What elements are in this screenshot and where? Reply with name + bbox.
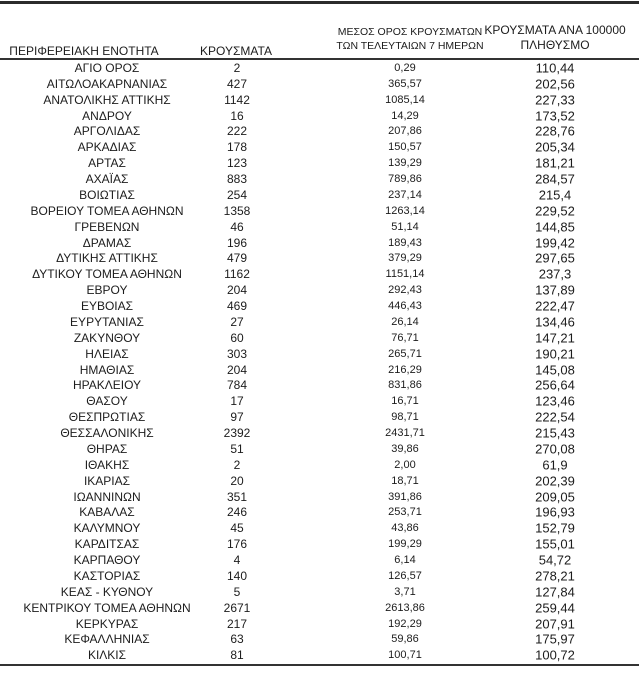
table-row [0, 378, 639, 394]
cell-cases: 140 [226, 568, 248, 583]
table-row [0, 251, 639, 267]
cell-per100k: 147,21 [535, 330, 575, 346]
cell-avg7: 100,71 [388, 649, 422, 662]
cell-per100k: 222,54 [535, 409, 575, 425]
cell-per100k: 209,05 [535, 489, 575, 505]
cell-avg7: 2613,86 [385, 601, 425, 614]
cell-avg7: 16,71 [391, 395, 419, 408]
cell-cases: 17 [230, 394, 244, 409]
cell-per100k: 173,52 [535, 108, 575, 124]
cell-per100k: 144,85 [535, 219, 575, 235]
cell-per100k: 227,33 [535, 92, 575, 108]
cell-per100k: 259,44 [535, 600, 575, 616]
table-row [0, 489, 639, 505]
cell-region: ΑΧΑΪΑΣ [85, 172, 129, 187]
cell-per100k: 297,65 [535, 250, 575, 266]
cell-cases: 254 [226, 187, 248, 202]
cell-cases: 176 [226, 537, 248, 552]
cell-avg7: 0,29 [394, 61, 416, 74]
cell-avg7: 189,43 [388, 236, 422, 249]
table-row [0, 536, 639, 552]
cell-per100k: 215,4 [538, 187, 572, 203]
cell-per100k: 278,21 [535, 568, 575, 584]
column-header-avg7-line1: ΜΕΣΟΣ ΟΡΟΣ ΚΡΟΥΣΜΑΤΩΝ [337, 26, 483, 38]
table-row [0, 139, 639, 155]
table-row [0, 409, 639, 425]
cell-region: ΗΛΕΙΑΣ [85, 346, 129, 361]
cell-avg7: 3,71 [394, 585, 416, 598]
cell-avg7: 789,86 [388, 173, 422, 186]
cell-region: ΚΕΡΚΥΡΑΣ [75, 616, 139, 631]
cell-region: ΑΡΤΑΣ [88, 156, 126, 171]
cell-cases: 246 [226, 505, 248, 520]
cell-per100k: 205,34 [535, 139, 575, 155]
cell-cases: 97 [230, 410, 244, 425]
cell-avg7: 216,29 [388, 363, 422, 376]
cell-cases: 204 [226, 283, 248, 298]
cell-cases: 351 [226, 489, 248, 504]
cell-per100k: 155,01 [535, 536, 575, 552]
table-row [0, 92, 639, 108]
cell-per100k: 54,72 [538, 552, 572, 568]
column-header-per100k [484, 23, 625, 53]
cell-avg7: 150,57 [388, 141, 422, 154]
cell-avg7: 237,14 [388, 188, 422, 201]
cell-cases: 45 [230, 521, 244, 536]
table-row [0, 632, 639, 648]
cell-avg7: 192,29 [388, 617, 422, 630]
cell-avg7: 391,86 [388, 490, 422, 503]
cell-avg7: 1151,14 [385, 268, 425, 281]
table-row [0, 425, 639, 441]
cell-per100k: 237,3 [538, 266, 572, 282]
cell-avg7: 1085,14 [385, 93, 425, 106]
table-row [0, 282, 639, 298]
cell-region: ΘΕΣΠΡΩΤΙΑΣ [68, 410, 146, 425]
column-header-region: ΠΕΡΙΦΕΡΕΙΑΚΗ ΕΝΟΤΗΤΑ [9, 44, 159, 58]
cell-region: ΚΕΑΣ - ΚΥΘΝΟΥ [60, 584, 154, 599]
cell-per100k: 196,93 [535, 504, 575, 520]
cell-region: ΕΒΡΟΥ [86, 283, 128, 298]
cell-cases: 1358 [223, 203, 251, 218]
cell-per100k: 123,46 [535, 393, 575, 409]
cell-cases: 2671 [223, 600, 251, 615]
cell-per100k: 61,9 [542, 457, 568, 473]
table-row [0, 441, 639, 457]
cell-per100k: 190,21 [535, 346, 575, 362]
cell-cases: 303 [226, 346, 248, 361]
cell-region: ΖΑΚΥΝΘΟΥ [73, 330, 141, 345]
cell-region: ΘΕΣΣΑΛΟΝΙΚΗΣ [60, 426, 154, 441]
cell-avg7: 43,86 [391, 522, 419, 535]
cell-region: ΔΥΤΙΚΗΣ ΑΤΤΙΚΗΣ [56, 251, 158, 266]
cell-avg7: 1263,14 [385, 204, 425, 217]
table-row [0, 314, 639, 330]
cell-avg7: 98,71 [391, 411, 419, 424]
table-row [0, 171, 639, 187]
cell-per100k: 270,08 [535, 441, 575, 457]
cell-avg7: 6,14 [394, 554, 416, 567]
cell-cases: 46 [230, 219, 244, 234]
cell-per100k: 284,57 [535, 171, 575, 187]
table-row [0, 76, 639, 92]
cell-region: ΑΝΔΡΟΥ [82, 108, 132, 123]
cell-avg7: 139,29 [388, 157, 422, 170]
cell-cases: 469 [226, 299, 248, 314]
table-row [0, 187, 639, 203]
cell-region: ΚΑΒΑΛΑΣ [79, 505, 135, 520]
cell-avg7: 199,29 [388, 538, 422, 551]
cell-cases: 222 [226, 124, 248, 139]
cell-avg7: 379,29 [388, 252, 422, 265]
table-row [0, 647, 639, 663]
cell-avg7: 207,86 [388, 125, 422, 138]
cell-region: ΚΑΣΤΟΡΙΑΣ [73, 568, 141, 583]
table-row [0, 346, 639, 362]
cell-cases: 63 [230, 632, 244, 647]
table-row [0, 266, 639, 282]
cell-cases: 427 [226, 76, 248, 91]
table-row [0, 457, 639, 473]
cell-cases: 2 [233, 457, 241, 472]
cell-per100k: 110,44 [535, 60, 575, 76]
top-border-rule [0, 1, 639, 4]
cell-cases: 2 [233, 60, 241, 75]
cell-cases: 51 [230, 441, 244, 456]
column-header-avg7 [336, 26, 483, 53]
bottom-border-rule [0, 664, 639, 666]
cell-avg7: 253,71 [388, 506, 422, 519]
cell-avg7: 265,71 [388, 347, 422, 360]
table-body [0, 60, 639, 663]
cell-cases: 196 [226, 235, 248, 250]
cell-avg7: 39,86 [391, 442, 419, 455]
cell-per100k: 152,79 [535, 520, 575, 536]
cell-cases: 204 [226, 362, 248, 377]
table-row [0, 552, 639, 568]
cell-region: ΘΗΡΑΣ [86, 441, 128, 456]
cell-cases: 81 [230, 648, 244, 663]
cell-cases: 20 [230, 473, 244, 488]
table-row [0, 568, 639, 584]
cell-region: ΑΓΙΟ ΟΡΟΣ [74, 60, 140, 75]
cell-region: ΚΑΡΠΑΘΟΥ [73, 553, 141, 568]
cell-region: ΕΥΡΥΤΑΝΙΑΣ [70, 314, 144, 329]
cell-cases: 4 [233, 553, 241, 568]
cell-region: ΚΑΡΔΙΤΣΑΣ [74, 537, 140, 552]
cell-avg7: 446,43 [388, 300, 422, 313]
table-row [0, 298, 639, 314]
cell-region: ΚΕΝΤΡΙΚΟΥ ΤΟΜΕΑ ΑΘΗΝΩΝ [23, 600, 191, 615]
table-row [0, 219, 639, 235]
cell-avg7: 2431,71 [385, 427, 425, 440]
cell-cases: 27 [230, 314, 244, 329]
column-header-cases: ΚΡΟΥΣΜΑΤΑ [200, 44, 272, 58]
cell-per100k: 127,84 [535, 584, 575, 600]
table-row [0, 155, 639, 171]
cell-per100k: 175,97 [535, 631, 575, 647]
cell-region: ΑΡΚΑΔΙΑΣ [77, 140, 137, 155]
cell-region: ΚΑΛΥΜΝΟΥ [73, 521, 141, 536]
table-row [0, 362, 639, 378]
table-row [0, 60, 639, 76]
cell-per100k: 202,56 [535, 76, 575, 92]
table-row [0, 505, 639, 521]
cell-cases: 1142 [224, 92, 250, 107]
cell-cases: 123 [226, 156, 248, 171]
cell-per100k: 222,47 [535, 298, 575, 314]
cell-avg7: 292,43 [388, 284, 422, 297]
table-row [0, 520, 639, 536]
cell-cases: 784 [226, 378, 248, 393]
cell-region: ΒΟΙΩΤΙΑΣ [79, 187, 135, 202]
cell-region: ΙΚΑΡΙΑΣ [83, 473, 131, 488]
table-row [0, 108, 639, 124]
table-row [0, 600, 639, 616]
cell-per100k: 229,52 [535, 203, 575, 219]
cell-region: ΙΩΑΝΝΙΝΩΝ [73, 489, 141, 504]
cell-cases: 883 [226, 172, 248, 187]
cell-region: ΚΙΛΚΙΣ [87, 648, 127, 663]
cell-per100k: 181,21 [535, 155, 575, 171]
table-row [0, 124, 639, 140]
cell-avg7: 831,86 [388, 379, 422, 392]
table-row [0, 235, 639, 251]
cell-avg7: 59,86 [391, 633, 419, 646]
column-header-per100k-line1: ΚΡΟΥΣΜΑΤΑ ΑΝΑ 100000 [484, 23, 626, 37]
cell-cases: 2392 [223, 426, 251, 441]
cell-avg7: 51,14 [391, 220, 419, 233]
cell-region: ΔΥΤΙΚΟΥ ΤΟΜΕΑ ΑΘΗΝΩΝ [32, 267, 182, 282]
cell-region: ΓΡΕΒΕΝΩΝ [74, 219, 140, 234]
cell-per100k: 199,42 [535, 235, 575, 251]
cell-cases: 1162 [224, 267, 250, 282]
cell-cases: 60 [230, 330, 244, 345]
cell-avg7: 26,14 [391, 315, 419, 328]
cell-per100k: 134,46 [535, 314, 575, 330]
cell-region: ΑΡΓΟΛΙΔΑΣ [73, 124, 141, 139]
cell-region: ΗΜΑΘΙΑΣ [79, 362, 135, 377]
column-header-avg7-line2: ΤΩΝ ΤΕΛΕΥΤΑΙΩΝ 7 ΗΜΕΡΩΝ [336, 39, 484, 52]
table-row [0, 616, 639, 632]
table-row [0, 330, 639, 346]
cell-cases: 5 [233, 584, 241, 599]
table-row [0, 393, 639, 409]
cell-cases: 217 [226, 616, 248, 631]
cell-region: ΔΡΑΜΑΣ [82, 235, 132, 250]
cell-region: ΑΙΤΩΛΟΑΚΑΡΝΑΝΙΑΣ [46, 76, 168, 91]
cell-per100k: 228,76 [535, 123, 575, 139]
cell-region: ΕΥΒΟΙΑΣ [80, 299, 134, 314]
table-row [0, 203, 639, 219]
cell-avg7: 126,57 [388, 569, 422, 582]
cell-region: ΑΝΑΤΟΛΙΚΗΣ ΑΤΤΙΚΗΣ [43, 92, 171, 107]
cell-region: ΘΑΣΟΥ [86, 394, 128, 409]
cell-per100k: 145,08 [535, 362, 575, 378]
cell-cases: 479 [226, 251, 248, 266]
cell-avg7: 14,29 [391, 109, 419, 122]
cell-per100k: 215,43 [535, 425, 575, 441]
cell-per100k: 202,39 [535, 473, 575, 489]
table-row [0, 584, 639, 600]
cell-avg7: 18,71 [391, 474, 419, 487]
cell-avg7: 365,57 [388, 77, 422, 90]
cell-avg7: 2,00 [394, 458, 416, 471]
cell-avg7: 76,71 [391, 331, 419, 344]
table-row [0, 473, 639, 489]
cell-per100k: 137,89 [535, 282, 575, 298]
cell-region: ΒΟΡΕΙΟΥ ΤΟΜΕΑ ΑΘΗΝΩΝ [30, 203, 184, 218]
column-header-per100k-line2: ΠΛΗΘΥΣΜΟ [520, 38, 590, 52]
cell-per100k: 100,72 [535, 647, 575, 663]
cell-region: ΗΡΑΚΛΕΙΟΥ [72, 378, 142, 393]
cell-cases: 16 [230, 108, 244, 123]
cell-per100k: 256,64 [535, 377, 575, 393]
cell-region: ΚΕΦΑΛΛΗΝΙΑΣ [64, 632, 150, 647]
cell-region: ΙΘΑΚΗΣ [84, 457, 130, 472]
cell-cases: 178 [226, 140, 248, 155]
cell-per100k: 207,91 [535, 616, 575, 632]
